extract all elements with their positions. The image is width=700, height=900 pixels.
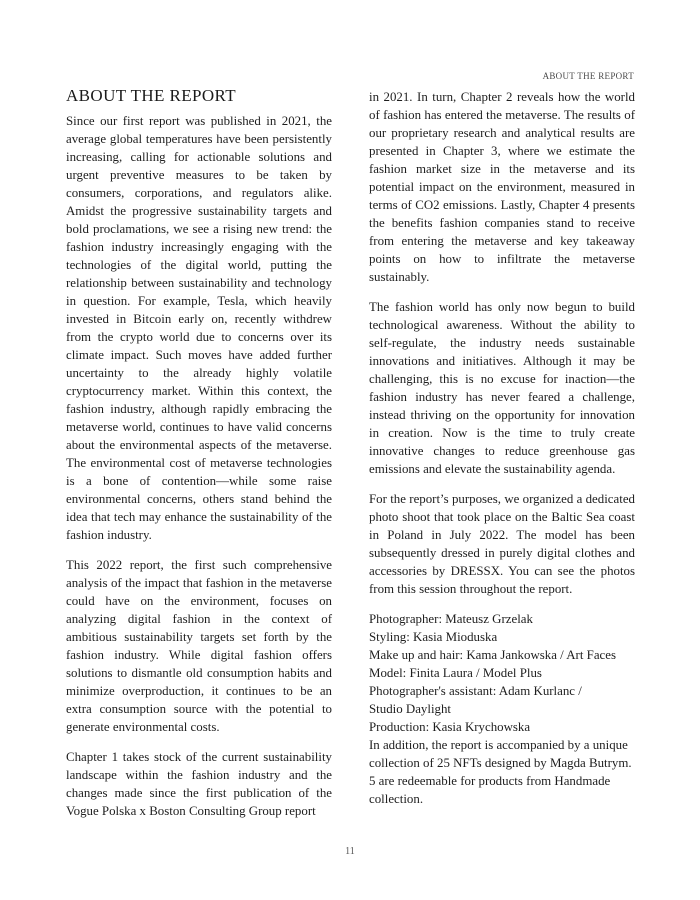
credit-production: Production: Kasia Krychowska bbox=[369, 720, 531, 734]
credit-photographer: Photographer: Mateusz Grzelak bbox=[369, 612, 533, 626]
credit-styling: Styling: Kasia Mioduska bbox=[369, 630, 498, 644]
running-header: ABOUT THE REPORT bbox=[542, 71, 634, 81]
left-column bbox=[66, 86, 332, 832]
credit-makeup-hair: Make up and hair: Kama Jankowska / Art Faces bbox=[369, 648, 617, 662]
intro-paragraph: Since our first report was published in 2021, the average global temperatures have been persistently increasing, calling for actionable solutions and urgent preventive measures to be taken by consumers, corporations, and regulators alike. Amidst the progressive sustainability targets and bold proclamations, we see a rising new trend: the fashion industry increasingly engaging with the technologies of the digital world, putting the relationship between sustainability and technology in question. For example, Tesla, which heavily invested in Bitcoin early on, recently withdrew from the crypto world due to concerns over its climate impact. Such moves have added further uncertainty to the already highly volatile cryptocurrency market. Within this context, the fashion industry, although rapidly embracing the metaverse world, continues to have valid concerns about the environmental aspects of the metaverse. The environmental cost of metaverse technologies is a bone of contention—while some raise environmental concerns, others stand behind the idea that tech may enhance the sustainability of the fashion industry. bbox=[66, 114, 332, 542]
credit-assistant-studio: Studio Daylight bbox=[369, 702, 452, 716]
page-number: 11 bbox=[345, 846, 355, 857]
report-scope-paragraph: This 2022 report, the first such comprehensive analysis of the impact that fashion in the metaverse could have on the environment, focuses on analyzing digital fashion in the context of ambitious sustainability targets set forth by the fashion industry. While digital fashion offers solutions to dismantle old consumption habits and minimize overproduction, it continues to be an extra consumption source with the potential to generate environmental costs. bbox=[66, 558, 332, 734]
chapter-overview-continued: in 2021. In turn, Chapter 2 reveals how the world of fashion has entered the metaverse. The results of our proprietary research and analytical results are presented in Chapter 3, where we estimate the fashion market size in the metaverse and its potential impact on the environment, measured in terms of CO2 emissions. Lastly, Chapter 4 presents the benefits fashion companies stand to receive from entering the metaverse and key takeaway points on how to infiltrate the metaverse sustainably. bbox=[369, 90, 635, 284]
page-title: ABOUT THE REPORT bbox=[66, 86, 237, 105]
right-column bbox=[369, 88, 635, 808]
credit-assistant: Photographer's assistant: Adam Kurlanc / bbox=[369, 684, 582, 698]
credit-model: Model: Finita Laura / Model Plus bbox=[369, 666, 542, 680]
nft-collection-note: In addition, the report is accompanied by a unique collection of 25 NFTs designed by Magda Butrym. 5 are redeemable for products from Handmade collection. bbox=[369, 738, 632, 806]
chapter-overview-paragraph: Chapter 1 takes stock of the current sustainability landscape within the fashion industry and the changes made since the first publication of the Vogue Polska x Boston Consulting Group report bbox=[66, 750, 332, 818]
photo-credits bbox=[369, 610, 635, 808]
photo-shoot-paragraph: For the report’s purposes, we organized a dedicated photo shoot that took place on the Baltic Sea coast in Poland in July 2022. The model has been subsequently dressed in purely digital clothes and accessories by DRESSX. You can see the photos from this session throughout the report. bbox=[369, 492, 635, 596]
awareness-paragraph: The fashion world has only now begun to build technological awareness. Without the ability to self-regulate, the industry needs sustainable innovations and initiatives. Although it may be challenging, this is no excuse for inaction—the fashion industry has never feared a challenge, instead thriving on the opportunity for innovation in creation. Now is the time to truly create innovative changes to reduce greenhouse gas emissions and elevate the sustainability agenda. bbox=[369, 300, 635, 476]
